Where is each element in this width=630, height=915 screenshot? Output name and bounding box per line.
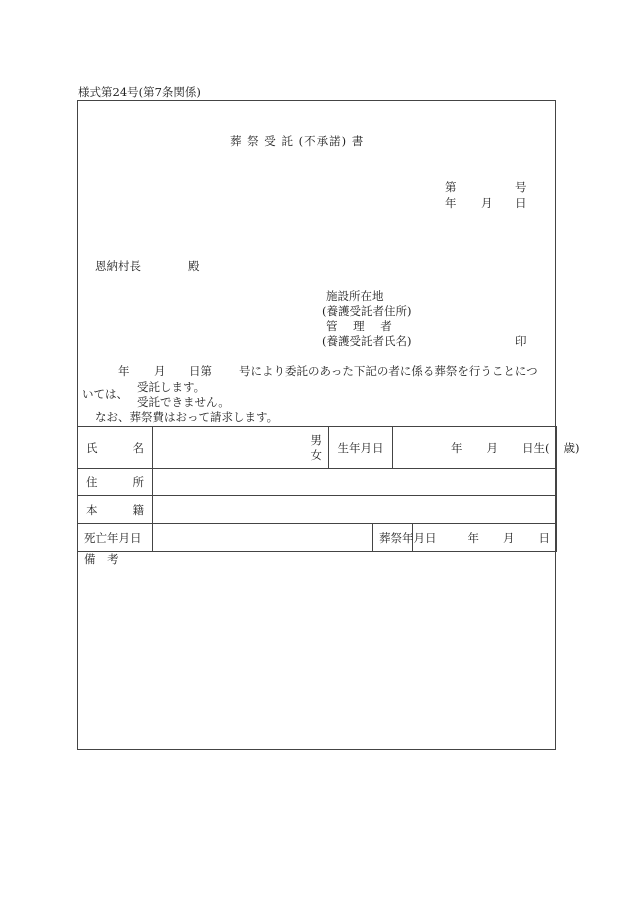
funeral-day: 日	[538, 530, 551, 545]
table-row-name	[78, 427, 557, 469]
addressee-honorific: 殿	[188, 259, 200, 273]
table-row-dates	[78, 524, 557, 552]
honseki-label-cell	[78, 496, 153, 524]
body-line2-prefix: いては、	[82, 387, 128, 401]
birth-label-cell: 生年月日	[329, 427, 393, 469]
remarks-label: 備 考	[84, 552, 123, 566]
table-row-address	[78, 469, 557, 496]
sender-name-note: (養護受託者氏名)	[322, 334, 412, 348]
address-value-cell[interactable]	[153, 469, 557, 496]
address-label-1: 住	[86, 475, 98, 489]
document-title: 葬 祭 受 託 (不承諾) 書	[230, 134, 365, 148]
birth-value-cell[interactable]	[393, 427, 580, 469]
body-month: 月	[154, 364, 166, 378]
address-label-cell	[78, 469, 153, 496]
honseki-label-2: 籍	[132, 502, 144, 517]
body-day-no: 日第	[189, 364, 212, 378]
death-label-cell: 死亡年月日	[78, 524, 153, 552]
birth-age-suffix: 歳)	[563, 440, 580, 455]
sender-address-note: (養護受託者住所)	[322, 304, 412, 318]
name-label-cell	[78, 427, 153, 469]
gender-female: 女	[310, 447, 323, 462]
honseki-value-cell[interactable]	[153, 496, 557, 524]
address-label-2: 所	[132, 475, 144, 489]
sender-facility-address: 施設所在地	[326, 289, 384, 303]
sender-manager: 管 理 者	[326, 319, 398, 333]
addressee-name: 恩納村長	[95, 259, 141, 273]
body-line1-text: 号により委託のあった下記の者に係る葬祭を行うことにつ	[239, 364, 538, 378]
birth-month: 月	[486, 440, 499, 455]
doc-number-prefix: 第	[445, 180, 457, 194]
doc-number-suffix: 号	[515, 180, 527, 194]
table-row-honseki	[78, 496, 557, 524]
name-value-cell[interactable]	[153, 427, 329, 469]
name-label-2: 名	[132, 440, 144, 455]
birth-year: 年	[451, 440, 463, 455]
option-accept: 受託します。	[137, 380, 206, 394]
honseki-label-1: 本	[86, 502, 98, 517]
death-value-cell[interactable]	[153, 524, 373, 552]
funeral-month: 月	[503, 530, 515, 545]
doc-date-month: 月	[481, 196, 493, 210]
gender-male: 男	[310, 432, 323, 447]
seal-mark: 印	[515, 334, 527, 348]
name-label-1: 氏	[86, 440, 98, 455]
birth-day-age: 日生(	[522, 440, 550, 455]
funeral-label-cell: 葬祭年月日	[373, 524, 413, 552]
info-table	[77, 426, 580, 552]
doc-date-year: 年	[445, 196, 457, 210]
doc-date-day: 日	[515, 196, 527, 210]
body-note: なお、葬祭費はおって請求します。	[95, 410, 279, 424]
form-number: 様式第24号(第7条関係)	[78, 85, 201, 99]
funeral-year: 年	[467, 530, 480, 545]
body-year: 年	[118, 364, 130, 378]
option-decline: 受託できません。	[137, 395, 230, 409]
